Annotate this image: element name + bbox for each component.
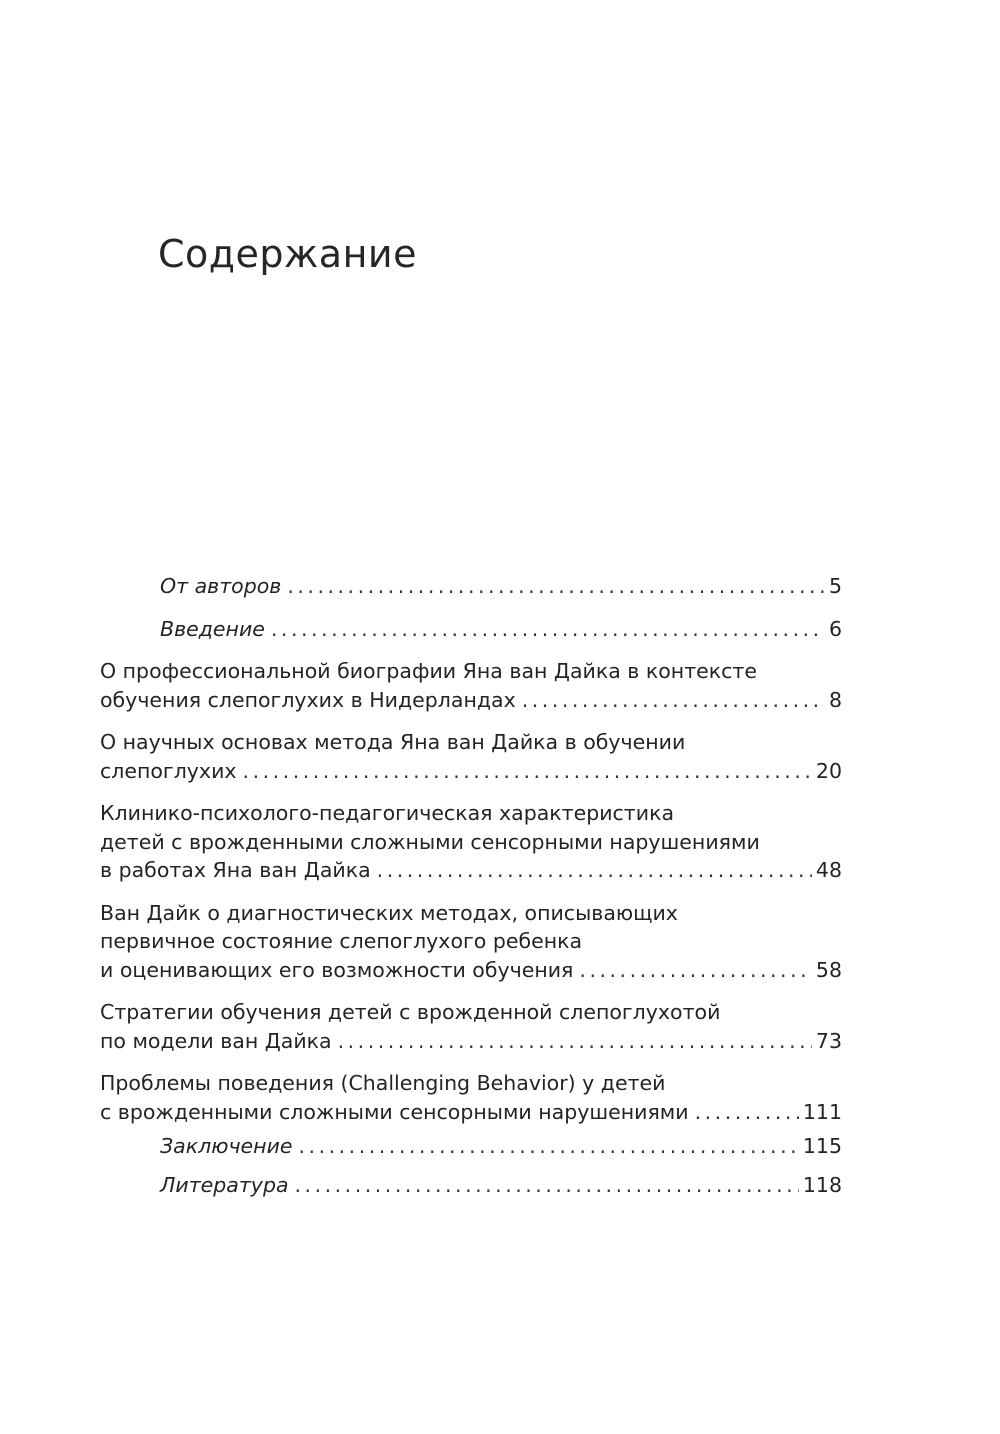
toc-entry-title-line: с врожденными сложными сенсорными нарушениями [100, 1099, 689, 1124]
toc-entry-title-line: детей с врожденными сложными сенсорными нарушениями [100, 829, 760, 854]
toc-entry-line [100, 657, 842, 686]
toc-entry-title-line: обучения слепоглухих в Нидерландах [100, 687, 516, 712]
toc-entry-behavior[interactable] [100, 1069, 842, 1126]
toc-entry-conclusion[interactable] [100, 1132, 842, 1161]
toc-entry-line [100, 856, 842, 885]
toc-entry-line [100, 899, 842, 928]
toc-entry-line [100, 927, 842, 956]
toc-entry-scientific-basis[interactable] [100, 728, 842, 785]
toc-entry-line [100, 1098, 842, 1127]
dot-leader [695, 1098, 799, 1127]
toc-entry-characteristics[interactable] [100, 799, 842, 885]
toc-entry-line [100, 757, 842, 786]
toc-page-number: 118 [802, 1172, 842, 1197]
toc-entry-title: От авторов [160, 574, 282, 598]
toc-entry-line [100, 686, 842, 715]
toc-entry-diagnostics[interactable] [100, 899, 842, 985]
toc-entry-title: Заключение [160, 1134, 293, 1158]
dot-leader [295, 1171, 799, 1200]
toc-entry-line [100, 1027, 842, 1056]
toc-entry-title-line: слепоглухих [100, 758, 237, 783]
dot-leader [271, 615, 825, 644]
toc-entry-title-line: О научных основах метода Яна ван Дайка в обучении [100, 730, 686, 754]
dot-leader [338, 1027, 812, 1056]
toc-page-number: 115 [802, 1134, 842, 1158]
toc-entry-line [160, 572, 842, 601]
toc-page-number: 6 [828, 616, 842, 641]
toc-page-number: 48 [815, 858, 842, 882]
table-of-contents [100, 572, 842, 1199]
toc-page-number: 73 [815, 1028, 842, 1053]
toc-entry-title: Литература [160, 1172, 289, 1197]
toc-entry-title-line: О профессиональной биографии Яна ван Дайка в контексте [100, 659, 757, 683]
toc-page-number: 58 [815, 957, 842, 982]
toc-entry-line [100, 956, 842, 985]
dot-leader [377, 856, 812, 885]
toc-entry-title-line: в работах Яна ван Дайка [100, 858, 371, 882]
toc-page-number: 20 [815, 758, 842, 783]
toc-entry-title-line: по модели ван Дайка [100, 1028, 332, 1053]
toc-entry-line [160, 1171, 842, 1200]
toc-entry-line [100, 1069, 842, 1098]
toc-entry-introduction[interactable] [100, 615, 842, 644]
toc-entry-line [160, 615, 842, 644]
toc-entry-literature[interactable] [100, 1171, 842, 1200]
toc-page-number: 111 [802, 1099, 842, 1124]
dot-leader [522, 686, 825, 715]
toc-entry-title: Введение [160, 616, 265, 641]
toc-entry-line [100, 998, 842, 1027]
toc-entry-title-line: Проблемы поведения (Challenging Behavior) у детей [100, 1071, 666, 1095]
toc-page-number: 8 [828, 687, 842, 712]
toc-entry-line [100, 728, 842, 757]
toc-entry-line [160, 1132, 842, 1161]
toc-entry-title-line: Ван Дайк о диагностических методах, описывающих [100, 900, 678, 925]
dot-leader [287, 572, 825, 601]
toc-entry-title-line: и оценивающих его возможности обучения [100, 957, 574, 982]
dot-leader [243, 757, 812, 786]
toc-page-number: 5 [828, 574, 842, 598]
toc-entry-line [100, 828, 842, 857]
dot-leader [299, 1132, 799, 1161]
toc-entry-strategies[interactable] [100, 998, 842, 1055]
page-title: Содержание [158, 232, 417, 276]
toc-entry-biography[interactable] [100, 657, 842, 714]
toc-entry-line [100, 799, 842, 828]
toc-entry-title-line: Клинико-психолого-педагогическая характеристика [100, 801, 675, 825]
toc-entry-title-line: Стратегии обучения детей с врожденной слепоглухотой [100, 1000, 721, 1024]
toc-entry-title-line: первичное состояние слепоглухого ребенка [100, 929, 583, 953]
dot-leader [579, 956, 812, 985]
toc-entry-authors[interactable] [100, 572, 842, 601]
